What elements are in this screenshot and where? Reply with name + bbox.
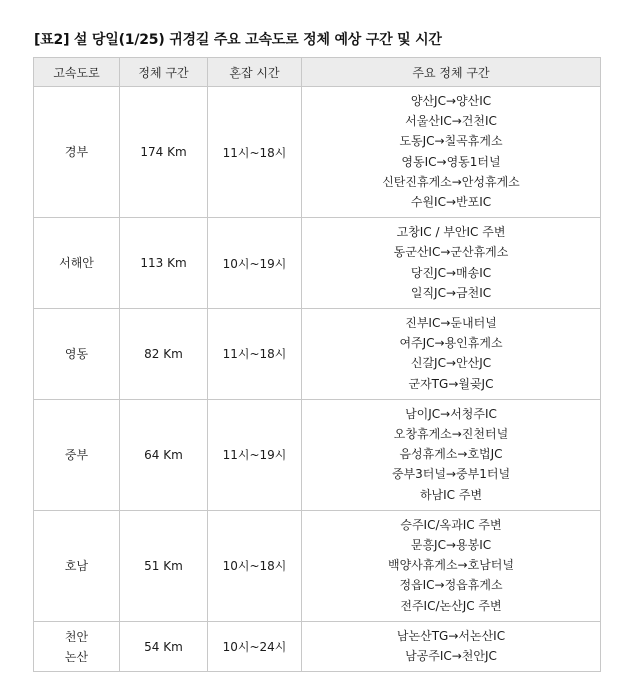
section-item: 남논산TG→서논산IC: [396, 628, 506, 643]
section-item: 음성휴게소→호법JC: [399, 447, 503, 462]
section-item: 고창IC / 부안IC 주변: [396, 225, 506, 240]
header-congestion-time: 혼잡 시간: [208, 58, 302, 87]
table-header-row: [34, 58, 601, 87]
highway-name: 천안 논산: [34, 621, 120, 671]
congestion-time: 11시~18시: [208, 87, 302, 218]
congestion-time: 10시~24시: [208, 621, 302, 671]
section-list: [302, 399, 601, 510]
section-item: 서울산IC→건천IC: [405, 114, 497, 129]
section-item: 진부IC→둔내터널: [405, 316, 497, 331]
highway-name: 서해안: [34, 218, 120, 309]
congestion-time: 11시~19시: [208, 399, 302, 510]
section-item: 군자TG→월곶JC: [408, 376, 494, 391]
section-item: 일직JC→금천IC: [410, 285, 492, 300]
highway-name: 중부: [34, 399, 120, 510]
section-item: 영동IC→영동1터널: [401, 154, 501, 169]
table-row: [34, 621, 601, 671]
section-item: 동군산IC→군산휴게소: [393, 245, 509, 260]
section-item: 남이JC→서청주IC: [405, 406, 497, 421]
table-title: [표2] 설 당일(1/25) 귀경길 주요 고속도로 정체 예상 구간 및 시간: [34, 32, 442, 48]
section-item: 남공주IC→천안JC: [405, 649, 497, 664]
section-item: 수원IC→반포IC: [410, 195, 492, 210]
section-list: [302, 621, 601, 671]
congestion-table: [33, 57, 601, 672]
header-highway: 고속도로: [34, 58, 120, 87]
section-list: [302, 309, 601, 400]
section-list: [302, 510, 601, 621]
congestion-length: 64 Km: [120, 399, 208, 510]
highway-name: 영동: [34, 309, 120, 400]
section-item: 하남IC 주변: [419, 487, 483, 502]
section-list: [302, 218, 601, 309]
table-row: [34, 87, 601, 218]
congestion-length: 82 Km: [120, 309, 208, 400]
section-item: 문흥JC→용봉IC: [410, 538, 492, 553]
section-item: 여주JC→용인휴게소: [399, 336, 503, 351]
congestion-length: 54 Km: [120, 621, 208, 671]
table-row: [34, 399, 601, 510]
congestion-length: 51 Km: [120, 510, 208, 621]
highway-name: 경부: [34, 87, 120, 218]
section-list: [302, 87, 601, 218]
section-item: 양산JC→양산IC: [410, 94, 492, 108]
section-item: 승주IC/옥과IC 주변: [400, 517, 502, 532]
section-item: 오창휴게소→진천터널: [393, 427, 509, 442]
section-item: 당진JC→매송IC: [410, 265, 492, 280]
section-item: 전주IC/논산JC 주변: [400, 598, 502, 613]
section-item: 신탄진휴게소→안성휴게소: [382, 174, 520, 189]
congestion-length: 174 Km: [120, 87, 208, 218]
section-item: 정읍IC→정읍휴게소: [399, 578, 503, 593]
header-main-sections: 주요 정체 구간: [302, 58, 601, 87]
congestion-time: 10시~18시: [208, 510, 302, 621]
table-row: [34, 218, 601, 309]
congestion-length: 113 Km: [120, 218, 208, 309]
congestion-time: 11시~18시: [208, 309, 302, 400]
section-item: 중부3터널→중부1터널: [391, 467, 511, 482]
highway-name: 호남: [34, 510, 120, 621]
table-row: [34, 510, 601, 621]
table-row: [34, 309, 601, 400]
congestion-time: 10시~19시: [208, 218, 302, 309]
section-item: 신갈JC→안산JC: [410, 356, 492, 371]
section-item: 백양사휴게소→호남터널: [388, 558, 514, 573]
section-item: 도동JC→칠곡휴게소: [399, 134, 503, 149]
header-congestion-length: 정체 구간: [120, 58, 208, 87]
